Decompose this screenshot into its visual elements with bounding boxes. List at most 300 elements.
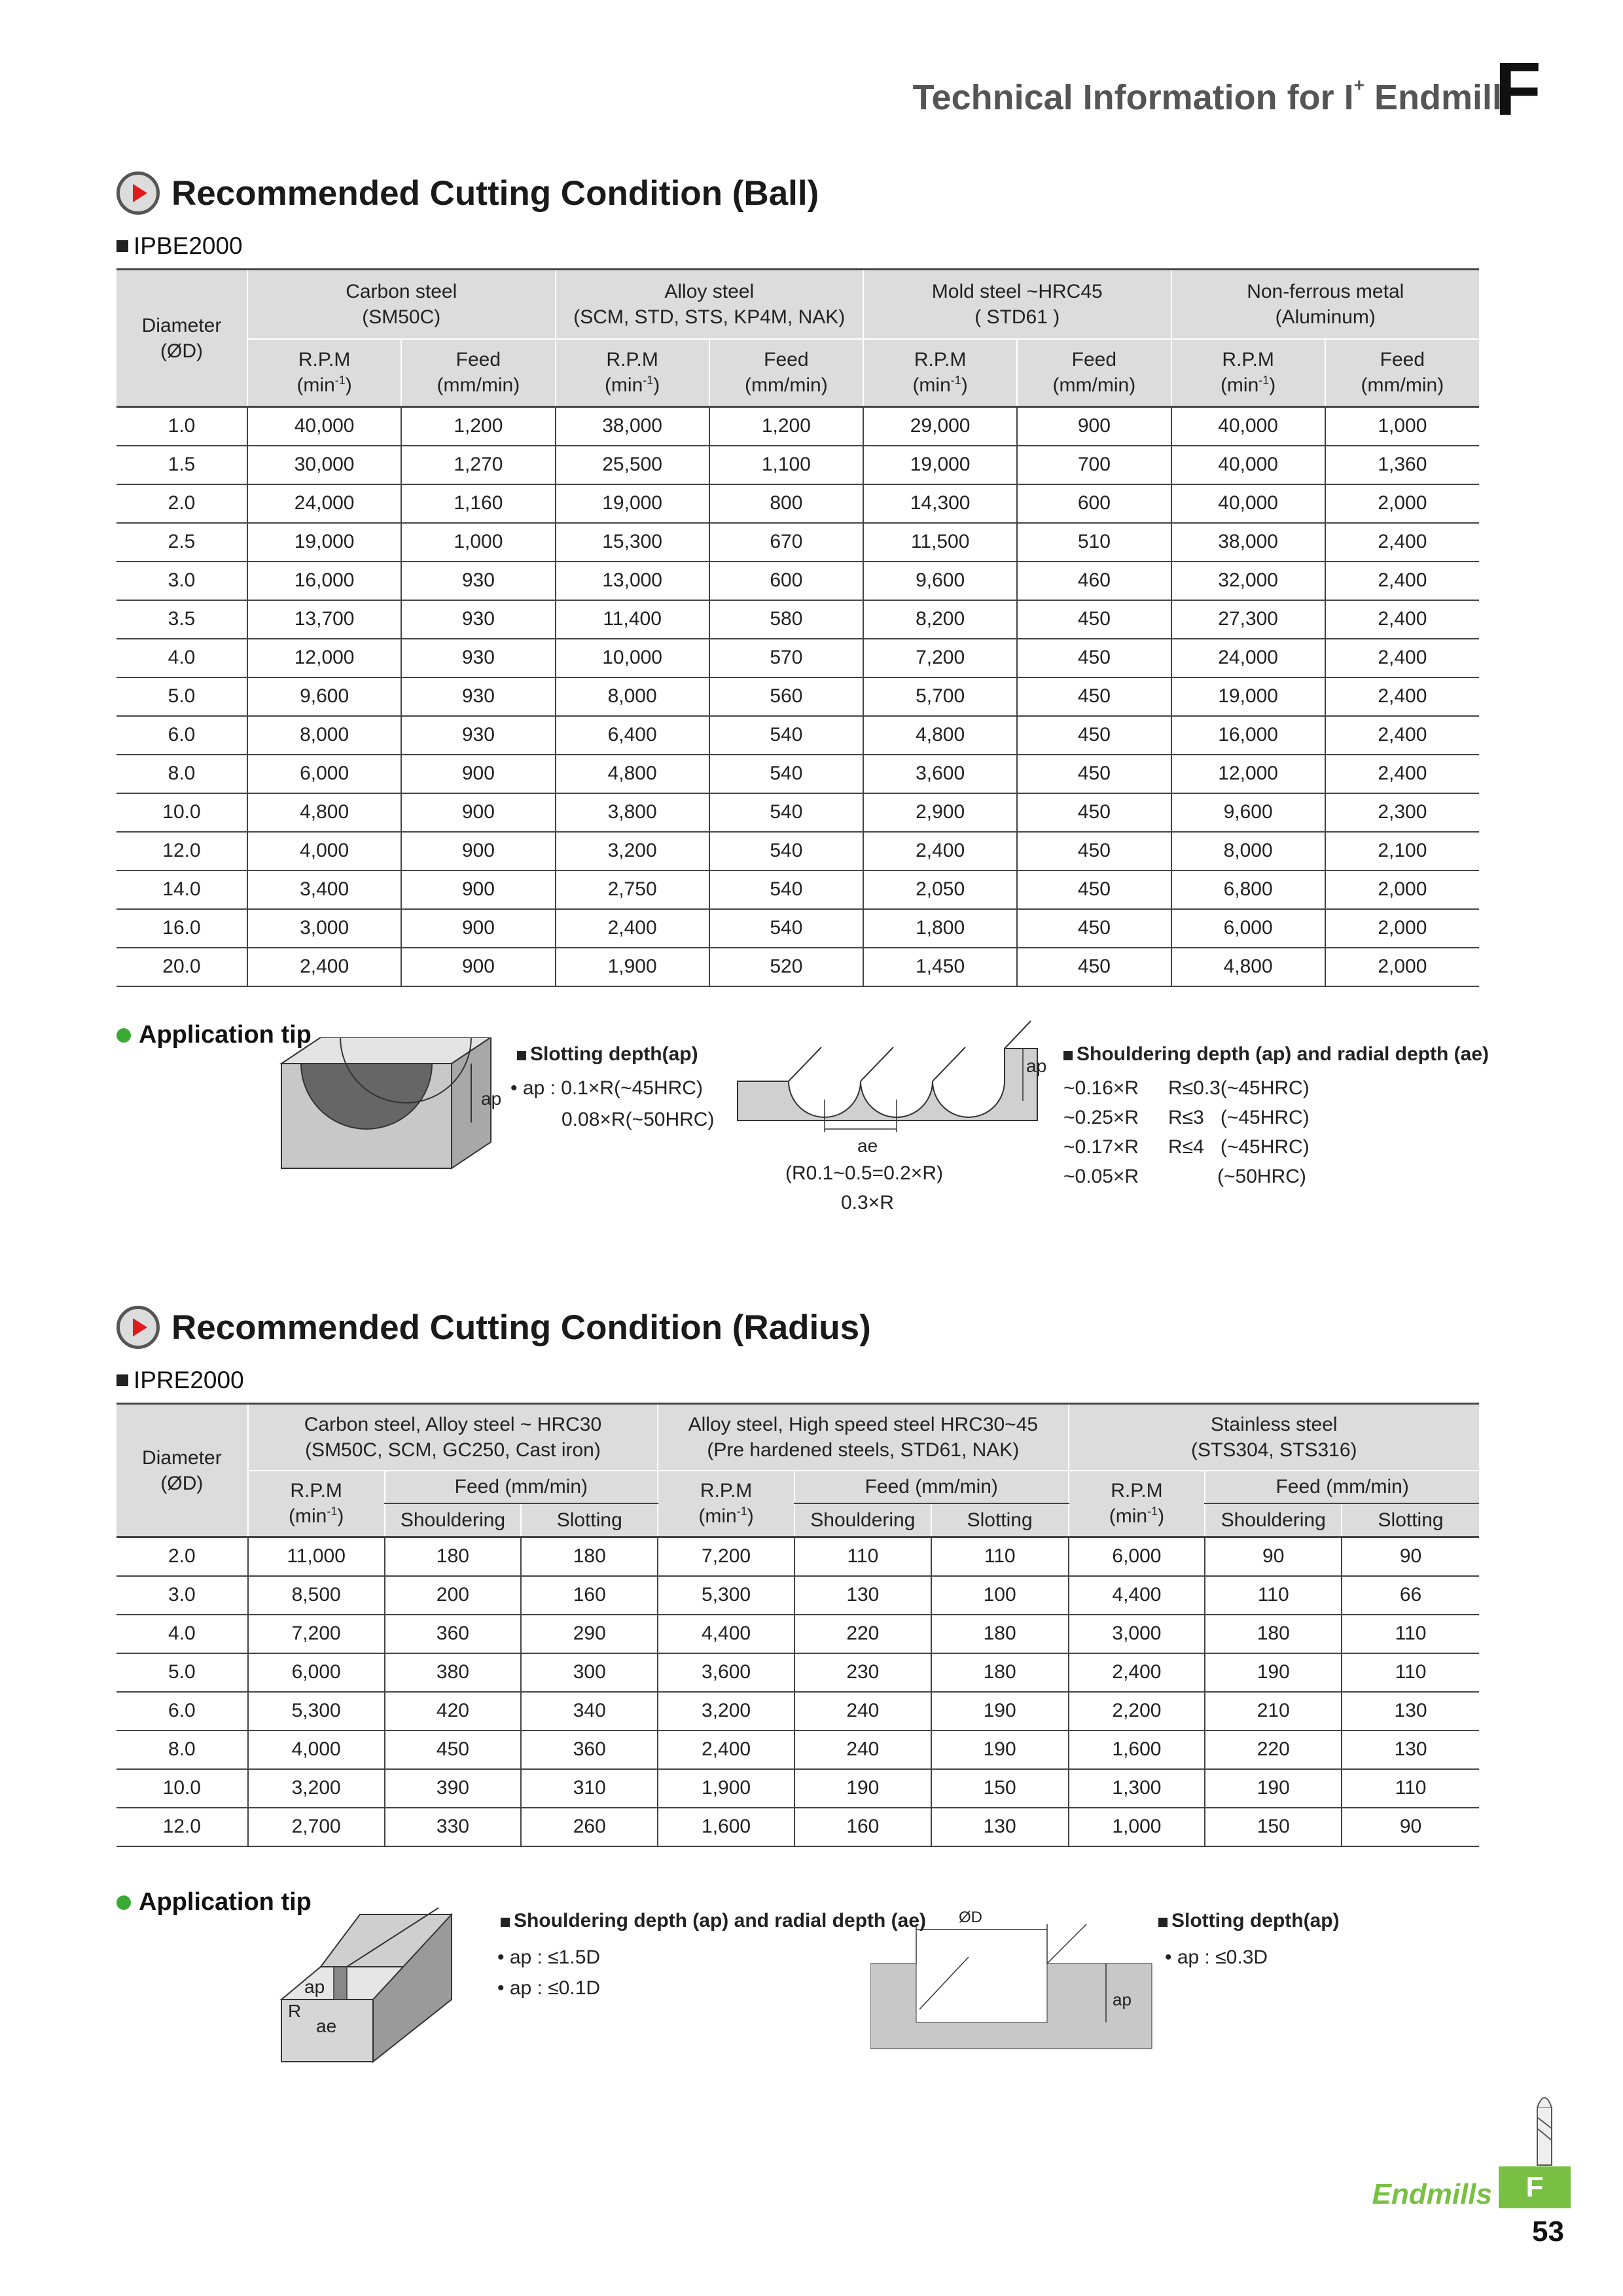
table-row <box>116 909 1479 948</box>
rpm-header: R.P.M $(\min^{-1})$ <box>658 1471 794 1537</box>
value-cell: 540 <box>709 716 863 755</box>
diameter-cell: 5.0 <box>116 1653 248 1692</box>
value-cell: 3,200 <box>556 832 709 870</box>
slotting-depth-line: • ap : 0.1×R(~45HRC) <box>510 1077 703 1099</box>
radius-condition: (~50HRC) <box>1168 1166 1306 1187</box>
value-cell: 360 <box>521 1731 658 1769</box>
value-cell: 330 <box>385 1808 522 1846</box>
value-cell: 240 <box>794 1692 931 1731</box>
value-cell: 900 <box>401 755 555 793</box>
value-cell: 90 <box>1342 1808 1479 1846</box>
diameter-header: Diameter (ØD) <box>116 270 247 407</box>
value-cell: 4,800 <box>556 755 709 793</box>
ball-cutting-table <box>116 268 1479 987</box>
value-cell: 180 <box>931 1653 1069 1692</box>
feed-header: Feed (mm/min) <box>1205 1471 1479 1503</box>
value-cell: 190 <box>794 1769 931 1808</box>
feed-header: Feed (mm/min) <box>1017 339 1171 407</box>
value-cell: 2,100 <box>1325 832 1479 870</box>
value-cell: 38,000 <box>556 407 709 446</box>
group-header: Carbon steel, Alloy steel ~ HRC30 (SM50C, SCM, GC250, Cast iron) <box>248 1404 658 1471</box>
value-cell: 310 <box>521 1769 658 1808</box>
value-cell: 900 <box>401 793 555 832</box>
value-cell: 11,500 <box>863 523 1017 562</box>
value-cell: 290 <box>521 1615 658 1653</box>
value-cell: 180 <box>521 1537 658 1576</box>
ball-section-heading: Recommended Cutting Condition (Ball) <box>116 171 819 215</box>
value-cell: 24,000 <box>247 484 401 523</box>
value-cell: 2,000 <box>1325 909 1479 948</box>
shouldering-depth-row <box>1063 1103 1310 1132</box>
value-cell: 200 <box>385 1576 522 1615</box>
ae-label: ae <box>857 1136 878 1156</box>
value-cell: 180 <box>385 1537 522 1576</box>
value-cell: 450 <box>1017 755 1171 793</box>
value-cell: 4,800 <box>1171 948 1325 986</box>
value-cell: 110 <box>794 1537 931 1576</box>
table-row <box>116 523 1479 562</box>
diameter-cell: 6.0 <box>116 1692 248 1731</box>
table-row <box>116 948 1479 986</box>
radius-condition: R≤4 (~45HRC) <box>1168 1136 1310 1158</box>
value-cell: 8,000 <box>247 716 401 755</box>
value-cell: 1,600 <box>1069 1731 1205 1769</box>
ae-formula-line: (R0.1~0.5=0.2×R) <box>785 1162 943 1184</box>
value-cell: 1,450 <box>863 948 1017 986</box>
value-cell: 600 <box>709 562 863 600</box>
value-cell: 700 <box>1017 446 1171 484</box>
value-cell: 24,000 <box>1171 639 1325 677</box>
value-cell: 900 <box>401 832 555 870</box>
page-header-title: Technical Information for I+ Endmill <box>912 75 1502 117</box>
group-header: Mold steel ~HRC45 ( STD61 ) <box>863 270 1171 339</box>
value-cell: 12,000 <box>1171 755 1325 793</box>
diameter-cell: 8.0 <box>116 1731 248 1769</box>
rpm-header: R.P.M $(\min^{-1})$ <box>247 339 401 407</box>
value-cell: 190 <box>931 1692 1069 1731</box>
table-row <box>116 793 1479 832</box>
diameter-cell: 14.0 <box>116 870 247 909</box>
value-cell: 540 <box>709 832 863 870</box>
table-row <box>116 1692 1479 1731</box>
value-cell: 7,200 <box>248 1615 385 1653</box>
value-cell: 15,300 <box>556 523 709 562</box>
value-cell: 130 <box>794 1576 931 1615</box>
shouldering-header: Shouldering <box>794 1503 931 1537</box>
diameter-cell: 6.0 <box>116 716 247 755</box>
value-cell: 6,800 <box>1171 870 1325 909</box>
ball-product-code: IPBE2000 <box>116 232 243 260</box>
diameter-cell: 1.5 <box>116 446 247 484</box>
radius-condition: R≤0.3(~45HRC) <box>1168 1077 1310 1099</box>
value-cell: 460 <box>1017 562 1171 600</box>
footer-section-tab[interactable]: F <box>1499 2166 1571 2208</box>
value-cell: 13,700 <box>247 600 401 639</box>
value-cell: 190 <box>1205 1769 1342 1808</box>
r-label: R <box>288 2001 302 2021</box>
value-cell: 450 <box>1017 677 1171 716</box>
feed-header: Feed (mm/min) <box>385 1471 658 1503</box>
bullet-dot-icon <box>116 1028 131 1043</box>
shouldering-depth-line: • ap : ≤1.5D <box>497 1946 601 1968</box>
value-cell: 66 <box>1342 1576 1479 1615</box>
value-cell: 2,050 <box>863 870 1017 909</box>
value-cell: 420 <box>385 1692 522 1731</box>
value-cell: 180 <box>1205 1615 1342 1653</box>
value-cell: 7,200 <box>658 1537 794 1576</box>
value-cell: 160 <box>521 1576 658 1615</box>
value-cell: 560 <box>709 677 863 716</box>
value-cell: 2,400 <box>658 1731 794 1769</box>
value-cell: 4,800 <box>247 793 401 832</box>
value-cell: 4,800 <box>863 716 1017 755</box>
ap-label: ap <box>481 1088 502 1109</box>
value-cell: 2,700 <box>248 1808 385 1846</box>
diameter-cell: 1.0 <box>116 407 247 446</box>
value-cell: 19,000 <box>556 484 709 523</box>
value-cell: 110 <box>1342 1615 1479 1653</box>
ap-label: ap <box>304 1977 325 1997</box>
value-cell: 2,200 <box>1069 1692 1205 1731</box>
value-cell: 6,000 <box>247 755 401 793</box>
value-cell: 4,400 <box>658 1615 794 1653</box>
value-cell: 600 <box>1017 484 1171 523</box>
value-cell: 450 <box>385 1731 522 1769</box>
value-cell: 10,000 <box>556 639 709 677</box>
table-row <box>116 1808 1479 1846</box>
table-row <box>116 407 1479 446</box>
table-row <box>116 1576 1479 1615</box>
value-cell: 1,900 <box>658 1769 794 1808</box>
value-cell: 5,700 <box>863 677 1017 716</box>
value-cell: 100 <box>931 1576 1069 1615</box>
value-cell: 2,400 <box>1325 755 1479 793</box>
bullet-square-icon <box>116 240 128 252</box>
value-cell: 190 <box>1205 1653 1342 1692</box>
value-cell: 900 <box>401 948 555 986</box>
diameter-cell: 2.0 <box>116 484 247 523</box>
value-cell: 3,800 <box>556 793 709 832</box>
value-cell: 260 <box>521 1808 658 1846</box>
diameter-cell: 3.0 <box>116 562 247 600</box>
value-cell: 520 <box>709 948 863 986</box>
value-cell: 7,200 <box>863 639 1017 677</box>
table-row <box>116 677 1479 716</box>
value-cell: 25,500 <box>556 446 709 484</box>
value-cell: 360 <box>385 1615 522 1653</box>
value-cell: 900 <box>1017 407 1171 446</box>
value-cell: 14,300 <box>863 484 1017 523</box>
value-cell: 220 <box>1205 1731 1342 1769</box>
value-cell: 1,000 <box>1325 407 1479 446</box>
shouldering-header: Shouldering <box>385 1503 522 1537</box>
radius-cutting-table <box>116 1403 1479 1847</box>
value-cell: 8,000 <box>556 677 709 716</box>
value-cell: 19,000 <box>1171 677 1325 716</box>
diameter-label: ØD <box>959 1909 982 1926</box>
value-cell: 90 <box>1205 1537 1342 1576</box>
radius-product-code: IPRE2000 <box>116 1367 244 1394</box>
value-cell: 800 <box>709 484 863 523</box>
rpm-header: R.P.M $(\min^{-1})$ <box>248 1471 385 1537</box>
value-cell: 19,000 <box>863 446 1017 484</box>
feed-header: Feed (mm/min) <box>709 339 863 407</box>
value-cell: 930 <box>401 639 555 677</box>
value-cell: 1,800 <box>863 909 1017 948</box>
value-cell: 2,000 <box>1325 948 1479 986</box>
table-row <box>116 755 1479 793</box>
value-cell: 8,500 <box>248 1576 385 1615</box>
section-letter: F <box>1495 46 1541 132</box>
value-cell: 4,000 <box>247 832 401 870</box>
value-cell: 380 <box>385 1653 522 1692</box>
value-cell: 2,300 <box>1325 793 1479 832</box>
value-cell: 13,000 <box>556 562 709 600</box>
value-cell: 3,600 <box>658 1653 794 1692</box>
table-row <box>116 484 1479 523</box>
feed-header: Feed (mm/min) <box>1325 339 1479 407</box>
ratio-value: ~0.05×R <box>1063 1166 1139 1187</box>
value-cell: 450 <box>1017 870 1171 909</box>
shouldering-depth-title: Shouldering depth (ap) and radial depth (ae) <box>1063 1039 1489 1069</box>
play-icon <box>116 171 160 215</box>
table-row <box>116 832 1479 870</box>
slotting-depth-title: Slotting depth(ap) <box>1158 1906 1340 1935</box>
value-cell: 27,300 <box>1171 600 1325 639</box>
value-cell: 2,400 <box>863 832 1017 870</box>
bullet-square-icon <box>116 1374 128 1386</box>
value-cell: 40,000 <box>1171 407 1325 446</box>
value-cell: 3,200 <box>248 1769 385 1808</box>
table-row <box>116 870 1479 909</box>
feed-header: Feed (mm/min) <box>401 339 555 407</box>
value-cell: 11,400 <box>556 600 709 639</box>
ap-label: ap <box>1113 1990 1132 2009</box>
endmill-tool-icon <box>1528 2088 1561 2166</box>
slotting-profile-diagram <box>870 1918 1171 2055</box>
value-cell: 5,300 <box>658 1576 794 1615</box>
value-cell: 110 <box>931 1537 1069 1576</box>
diameter-cell: 4.0 <box>116 1615 248 1653</box>
value-cell: 2,400 <box>1069 1653 1205 1692</box>
diameter-cell: 12.0 <box>116 832 247 870</box>
group-header: Carbon steel (SM50C) <box>247 270 556 339</box>
value-cell: 450 <box>1017 716 1171 755</box>
value-cell: 1,160 <box>401 484 555 523</box>
slotting-depth-line: • ap : ≤0.3D <box>1165 1946 1268 1968</box>
value-cell: 1,600 <box>658 1808 794 1846</box>
value-cell: 510 <box>1017 523 1171 562</box>
ratio-value: ~0.25×R <box>1063 1107 1139 1128</box>
ae-formula-line: 0.3×R <box>841 1192 894 1213</box>
bullet-dot-icon <box>116 1895 131 1910</box>
value-cell: 3,000 <box>1069 1615 1205 1653</box>
value-cell: 2,750 <box>556 870 709 909</box>
value-cell: 110 <box>1205 1576 1342 1615</box>
value-cell: 6,400 <box>556 716 709 755</box>
value-cell: 130 <box>1342 1692 1479 1731</box>
value-cell: 110 <box>1342 1653 1479 1692</box>
value-cell: 1,360 <box>1325 446 1479 484</box>
value-cell: 390 <box>385 1769 522 1808</box>
value-cell: 32,000 <box>1171 562 1325 600</box>
value-cell: 930 <box>401 677 555 716</box>
ratio-value: ~0.16×R <box>1063 1077 1139 1099</box>
value-cell: 9,600 <box>863 562 1017 600</box>
value-cell: 2,400 <box>1325 600 1479 639</box>
value-cell: 1,100 <box>709 446 863 484</box>
value-cell: 580 <box>709 600 863 639</box>
table-row <box>116 639 1479 677</box>
footer-section-name: Endmills <box>1372 2178 1492 2210</box>
value-cell: 240 <box>794 1731 931 1769</box>
page-number: 53 <box>1532 2215 1564 2248</box>
value-cell: 2,400 <box>247 948 401 986</box>
value-cell: 4,000 <box>248 1731 385 1769</box>
table-row <box>116 1615 1479 1653</box>
value-cell: 930 <box>401 562 555 600</box>
value-cell: 2,000 <box>1325 484 1479 523</box>
value-cell: 40,000 <box>1171 484 1325 523</box>
value-cell: 40,000 <box>247 407 401 446</box>
value-cell: 450 <box>1017 832 1171 870</box>
value-cell: 150 <box>931 1769 1069 1808</box>
value-cell: 12,000 <box>247 639 401 677</box>
table-row <box>116 446 1479 484</box>
value-cell: 210 <box>1205 1692 1342 1731</box>
slotting-header: Slotting <box>931 1503 1069 1537</box>
value-cell: 6,000 <box>1069 1537 1205 1576</box>
table-row <box>116 600 1479 639</box>
diameter-cell: 20.0 <box>116 948 247 986</box>
slotting-depth-line: 0.08×R(~50HRC) <box>562 1109 715 1130</box>
shouldering-depth-title: Shouldering depth (ap) and radial depth (ae) <box>501 1906 926 1935</box>
value-cell: 1,300 <box>1069 1769 1205 1808</box>
value-cell: 8,200 <box>863 600 1017 639</box>
value-cell: 180 <box>931 1615 1069 1653</box>
value-cell: 29,000 <box>863 407 1017 446</box>
shouldering-depth-table <box>1063 1073 1310 1191</box>
value-cell: 230 <box>794 1653 931 1692</box>
group-header: Non-ferrous metal (Aluminum) <box>1171 270 1480 339</box>
value-cell: 900 <box>401 909 555 948</box>
radius-application-tip-title: Application tip <box>116 1888 312 1916</box>
value-cell: 2,400 <box>1325 523 1479 562</box>
shouldering-header: Shouldering <box>1205 1503 1342 1537</box>
value-cell: 2,400 <box>1325 716 1479 755</box>
value-cell: 3,000 <box>247 909 401 948</box>
table-row <box>116 1769 1479 1808</box>
diameter-cell: 12.0 <box>116 1808 248 1846</box>
value-cell: 2,000 <box>1325 870 1479 909</box>
diameter-cell: 3.5 <box>116 600 247 639</box>
value-cell: 190 <box>931 1731 1069 1769</box>
value-cell: 8,000 <box>1171 832 1325 870</box>
slotting-header: Slotting <box>521 1503 658 1537</box>
rpm-header: R.P.M $(\min^{-1})$ <box>556 339 709 407</box>
group-header: Stainless steel (STS304, STS316) <box>1069 1404 1479 1471</box>
ap-label: ap <box>1026 1056 1047 1076</box>
value-cell: 9,600 <box>1171 793 1325 832</box>
value-cell: 570 <box>709 639 863 677</box>
ratio-value: ~0.17×R <box>1063 1136 1139 1158</box>
value-cell: 540 <box>709 909 863 948</box>
table-row <box>116 562 1479 600</box>
value-cell: 40,000 <box>1171 446 1325 484</box>
diameter-cell: 10.0 <box>116 1769 248 1808</box>
value-cell: 16,000 <box>1171 716 1325 755</box>
value-cell: 930 <box>401 600 555 639</box>
value-cell: 2,900 <box>863 793 1017 832</box>
group-header: Alloy steel (SCM, STD, STS, KP4M, NAK) <box>556 270 864 339</box>
table-row <box>116 716 1479 755</box>
value-cell: 2,400 <box>1325 639 1479 677</box>
diameter-cell: 8.0 <box>116 755 247 793</box>
radius-section-heading: Recommended Cutting Condition (Radius) <box>116 1306 871 1349</box>
table-row <box>116 1537 1479 1576</box>
rpm-header: R.P.M $(\min^{-1})$ <box>1069 1471 1205 1537</box>
value-cell: 450 <box>1017 600 1171 639</box>
value-cell: 340 <box>521 1692 658 1731</box>
value-cell: 16,000 <box>247 562 401 600</box>
shouldering-depth-row <box>1063 1073 1310 1103</box>
value-cell: 1,000 <box>401 523 555 562</box>
value-cell: 450 <box>1017 909 1171 948</box>
diameter-cell: 3.0 <box>116 1576 248 1615</box>
shouldering-profile-diagram <box>736 1008 1050 1139</box>
value-cell: 450 <box>1017 948 1171 986</box>
value-cell: 11,000 <box>248 1537 385 1576</box>
value-cell: 9,600 <box>247 677 401 716</box>
diameter-cell: 10.0 <box>116 793 247 832</box>
shouldering-depth-row <box>1063 1132 1310 1162</box>
value-cell: 900 <box>401 870 555 909</box>
value-cell: 450 <box>1017 639 1171 677</box>
diameter-cell: 5.0 <box>116 677 247 716</box>
diameter-header: Diameter (ØD) <box>116 1404 248 1537</box>
ball-application-tip-title: Application tip <box>116 1021 312 1049</box>
table-row <box>116 1653 1479 1692</box>
value-cell: 160 <box>794 1808 931 1846</box>
value-cell: 1,270 <box>401 446 555 484</box>
radius-condition: R≤3 (~45HRC) <box>1168 1107 1310 1128</box>
value-cell: 30,000 <box>247 446 401 484</box>
value-cell: 90 <box>1342 1537 1479 1576</box>
value-cell: 220 <box>794 1615 931 1653</box>
value-cell: 1,000 <box>1069 1808 1205 1846</box>
value-cell: 300 <box>521 1653 658 1692</box>
value-cell: 1,200 <box>709 407 863 446</box>
value-cell: 450 <box>1017 793 1171 832</box>
table-row <box>116 1731 1479 1769</box>
shouldering-depth-line: • ap : ≤0.1D <box>497 1977 601 1999</box>
feed-header: Feed (mm/min) <box>794 1471 1069 1503</box>
slotting-depth-title: Slotting depth(ap) <box>517 1039 698 1069</box>
value-cell: 1,200 <box>401 407 555 446</box>
diameter-cell: 2.0 <box>116 1537 248 1576</box>
value-cell: 19,000 <box>247 523 401 562</box>
value-cell: 2,400 <box>1325 677 1479 716</box>
ae-label: ae <box>316 2016 337 2036</box>
shouldering-depth-row <box>1063 1162 1310 1191</box>
value-cell: 540 <box>709 793 863 832</box>
group-header: Alloy steel, High speed steel HRC30~45 (Pre hardened steels, STD61, NAK) <box>658 1404 1068 1471</box>
diameter-cell: 16.0 <box>116 909 247 948</box>
value-cell: 540 <box>709 870 863 909</box>
value-cell: 2,400 <box>1325 562 1479 600</box>
value-cell: 2,400 <box>556 909 709 948</box>
value-cell: 3,400 <box>247 870 401 909</box>
